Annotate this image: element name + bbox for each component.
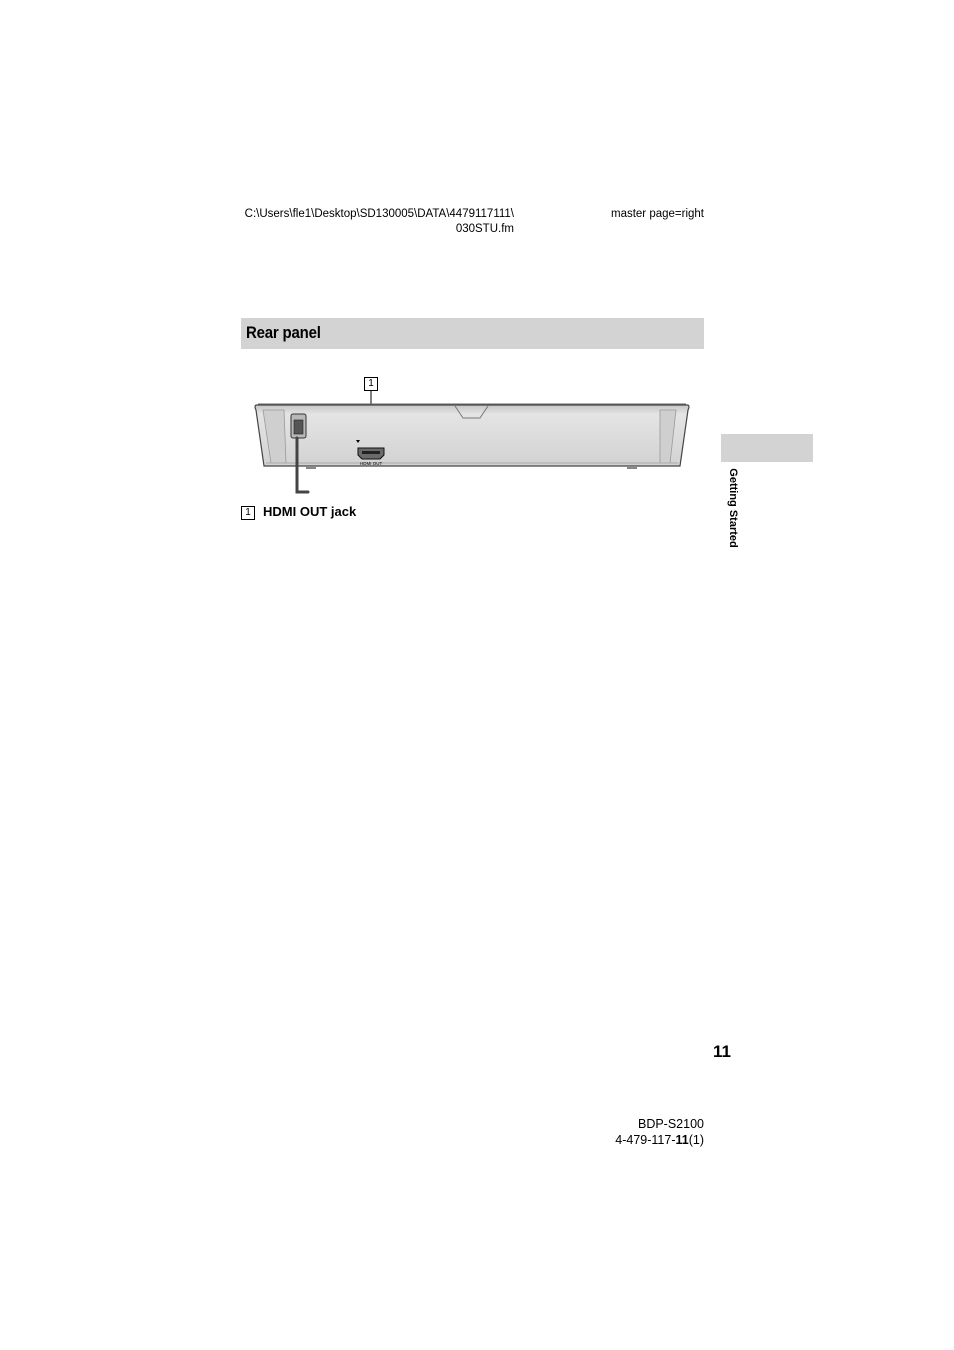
chapter-tab	[721, 434, 813, 462]
figure-callout-number: 1	[364, 377, 378, 391]
file-path-line2: 030STU.fm	[455, 223, 514, 235]
file-path-line1: C:\Users\fle1\Desktop\SD130005\DATA\4479117111\	[244, 208, 514, 220]
legend-label: HDMI OUT jack	[263, 504, 357, 519]
hdmi-port-label: HDMI OUT	[360, 461, 383, 466]
device-body	[255, 405, 689, 466]
section-title: Rear panel	[246, 323, 321, 342]
footer	[560, 1116, 704, 1148]
legend-number: 1	[241, 506, 255, 520]
page-number: 11	[713, 1042, 731, 1061]
device-foot-right	[627, 466, 637, 469]
model-number: BDP-S2100	[637, 1117, 704, 1131]
master-page-label: master page=right	[610, 208, 704, 220]
document-code-bold: 11	[675, 1133, 689, 1147]
device-foot-left	[306, 466, 316, 469]
document-code-prefix: 4-479-117-	[615, 1133, 676, 1147]
document-code-suffix: (1)	[688, 1133, 704, 1147]
document-code	[560, 1132, 704, 1148]
chapter-tab-label: Getting Started	[727, 468, 739, 548]
